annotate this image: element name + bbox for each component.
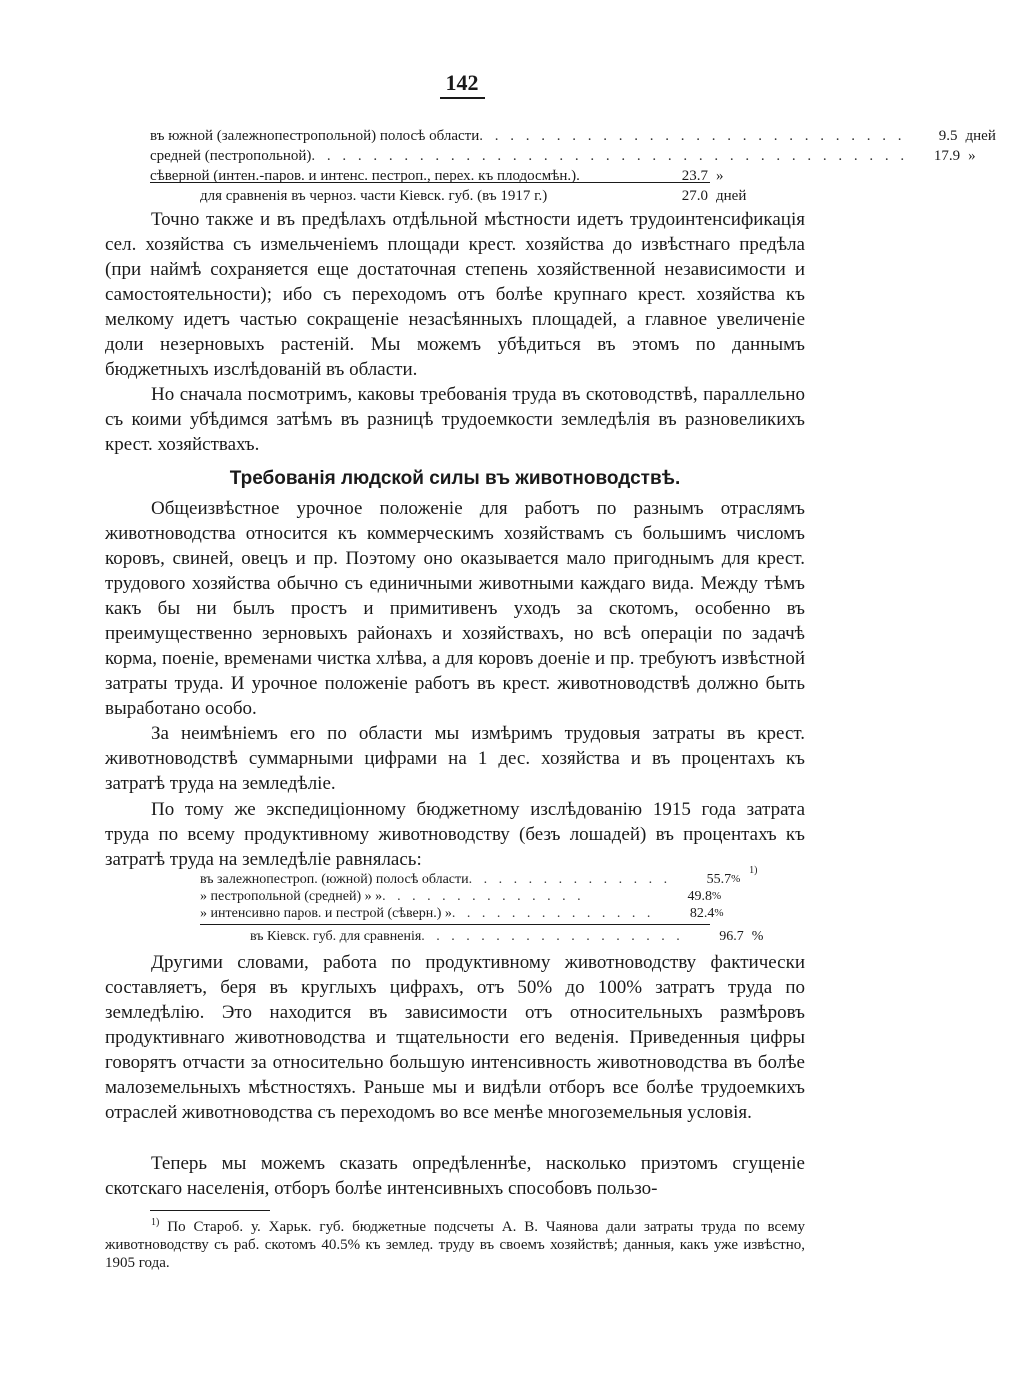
labor-days-table bbox=[150, 126, 996, 186]
livestock-labor-table bbox=[200, 865, 758, 922]
table-row: средней (пестропольной) . . . . . . . . . . . . . . . . . . . . . . . . . . . . . . . . . . . . . . . 17.9 » bbox=[150, 146, 762, 166]
paragraph: Теперь мы можемъ сказать опредѣленнѣе, насколько приэтомъ сгущеніе скотскаго населенія, отборъ болѣе интенсивныхъ способовъ пользо- bbox=[105, 1153, 805, 1199]
footnote-text: По Староб. у. Харьк. губ. бюджетные подсчеты А. В. Чаянова дали затраты труда по всему животноводству съ раб. скотомъ 40.5% къ землед. труду въ своемъ хозяйствѣ; данныя, какъ уже извѣстно, 1905 года. bbox=[105, 1219, 806, 1271]
row-unit: » bbox=[968, 148, 976, 164]
paragraph: По тому же экспедиціонному бюджетному изслѣдованію 1915 года затрата труда по всему продуктивному животноводству (безъ лошадей) въ процентахъ къ затратѣ труда на земледѣліе равнялась: bbox=[105, 799, 805, 870]
table-row: » интенсивно паров. и пестрой (сѣверн.) » . . . . . . . . . . . . . . 82.4 % bbox=[200, 905, 730, 922]
table-row: въ залежнопестроп. (южной) полосѣ области . . . . . . . . . . . . . . 55.7 % 1) bbox=[200, 865, 758, 887]
table-divider bbox=[200, 924, 710, 925]
footnote-marker: 1) bbox=[151, 1217, 160, 1228]
row-unit: % bbox=[751, 929, 764, 944]
row-value: 49.8 bbox=[687, 889, 712, 904]
row-label: » пестропольной (средней) » » bbox=[200, 889, 383, 904]
row-value: 17.9 bbox=[933, 148, 961, 164]
paragraph: Общеизвѣстное урочное положеніе для работъ по разнымъ отраслямъ животноводства относится къ коммерческимъ хозяйствамъ съ большимъ числомъ коровъ, свиней, овецъ и пр. Поэтому оно оказывается мало пригоднымъ для крест. трудового хозяйства обычно съ единичными животными каждаго вида. Между тѣмъ какъ бы ни былъ простъ и примитивенъ уходъ за скотомъ, особенно въ преимущественно зерновыхъ районахъ и хозяйствахъ, но всѣ операціи по задачѣ корма, поеніе, временами чистка хлѣва, а для коровъ доеніе и пр. требуютъ извѣстной затраты труда. И урочное положеніе работъ въ крест. животноводствѣ должно быть выработано особо. bbox=[105, 498, 805, 719]
row-unit: дней bbox=[965, 128, 996, 144]
row-value: 96.7 bbox=[719, 929, 744, 944]
comparison-row: въ Кіевск. губ. для сравненія . . . . . . . . . . . . . . . . . . 96.7 % bbox=[250, 928, 730, 945]
table-divider bbox=[150, 182, 710, 183]
footnote bbox=[105, 1218, 805, 1272]
section-heading: Требованія людской силы въ животноводствѣ. bbox=[229, 468, 681, 489]
paragraph: За неимѣніемъ его по области мы измѣримъ трудовыя затраты въ крест. животноводствѣ суммарными цифрами на 1 дес. хозяйства и въ процентахъ къ затратѣ труда на земледѣліе. bbox=[105, 723, 805, 794]
row-unit: % bbox=[731, 873, 741, 885]
row-label: въ южной (залежнопестропольной) полосѣ области bbox=[150, 128, 480, 144]
row-value: 27.0 bbox=[681, 188, 708, 204]
row-label: средней (пестропольной) bbox=[150, 148, 312, 164]
row-value: 9.5 bbox=[938, 128, 958, 144]
row-unit: дней bbox=[716, 188, 747, 204]
table-row bbox=[150, 166, 762, 186]
paragraph: Другими словами, работа по продуктивному животноводству фактически составляетъ, беря въ круглыхъ цифрахъ, отъ 50% до 100% затратъ труда по земледѣлію. Это находится въ зависимости отъ относительныхъ размѣровъ продуктивнаго животноводства и тщательности его веденія. Приведенныя цифры говорятъ отчасти за относительно большую интенсивность животноводства въ болѣе малоземельныхъ мѣстностяхъ. Раньше мы и видѣли отборъ все болѣе трудоемкихъ отраслей животноводства съ переходомъ во все менѣе многоземельныя условія. bbox=[105, 952, 805, 1123]
row-unit: % bbox=[714, 907, 724, 919]
page-number: 142 bbox=[0, 70, 924, 96]
table-row: » пестропольной (средней) » » . . . . . . . . . . . . . . 49.8 % bbox=[200, 888, 730, 905]
row-label: въ Кіевск. губ. для сравненія bbox=[250, 929, 422, 944]
paragraph: Точно также и въ предѣлахъ отдѣльной мѣстности идетъ трудоинтенсификація сел. хозяйства съ измельченіемъ площади крест. хозяйства до извѣстнаго предѣла (при наймѣ сохраняется еще достаточная степень хозяйственной независимости и самостоятельности); ибо съ переходомъ отъ болѣе крупнаго крест. хозяйства къ мелкому идетъ частью сокращеніе незасѣянныхъ площадей, а главное увеличеніе доли незерновыхъ растеній. Мы можемъ убѣдиться въ этомъ по даннымъ бюджетныхъ изслѣдованій въ области. bbox=[105, 209, 805, 380]
row-label: въ залежнопестроп. (южной) полосѣ области bbox=[200, 872, 469, 887]
comparison-row bbox=[200, 186, 762, 206]
row-label: сѣверной (интен.-паров. и интенс. пестроп., перех. къ плодосмѣн.). bbox=[150, 168, 580, 184]
row-value: 55.7 bbox=[706, 872, 732, 887]
row-unit: % bbox=[712, 890, 722, 902]
footnote-marker: 1) bbox=[749, 865, 758, 876]
paragraph: Но сначала посмотримъ, каковы требованія труда въ скотоводствѣ, параллельно съ коими убѣдимся затѣмъ въ разницѣ трудоемкости земледѣлія въ разновеликихъ крест. хозяйствахъ. bbox=[105, 384, 805, 455]
footnote-divider bbox=[150, 1210, 270, 1211]
row-value: 23.7 bbox=[681, 168, 708, 184]
table-row: въ южной (залежнопестропольной) полосѣ области . . . . . . . . . . . . . . . . . . . . . . . . . . . . 9.5 дней bbox=[150, 126, 762, 146]
row-label: » интенсивно паров. и пестрой (сѣверн.) » bbox=[200, 906, 452, 921]
row-value: 82.4 bbox=[689, 906, 715, 921]
row-label: для сравненія въ черноз. части Кіевск. губ. (въ 1917 г.) bbox=[200, 188, 548, 204]
row-unit: » bbox=[716, 168, 724, 184]
